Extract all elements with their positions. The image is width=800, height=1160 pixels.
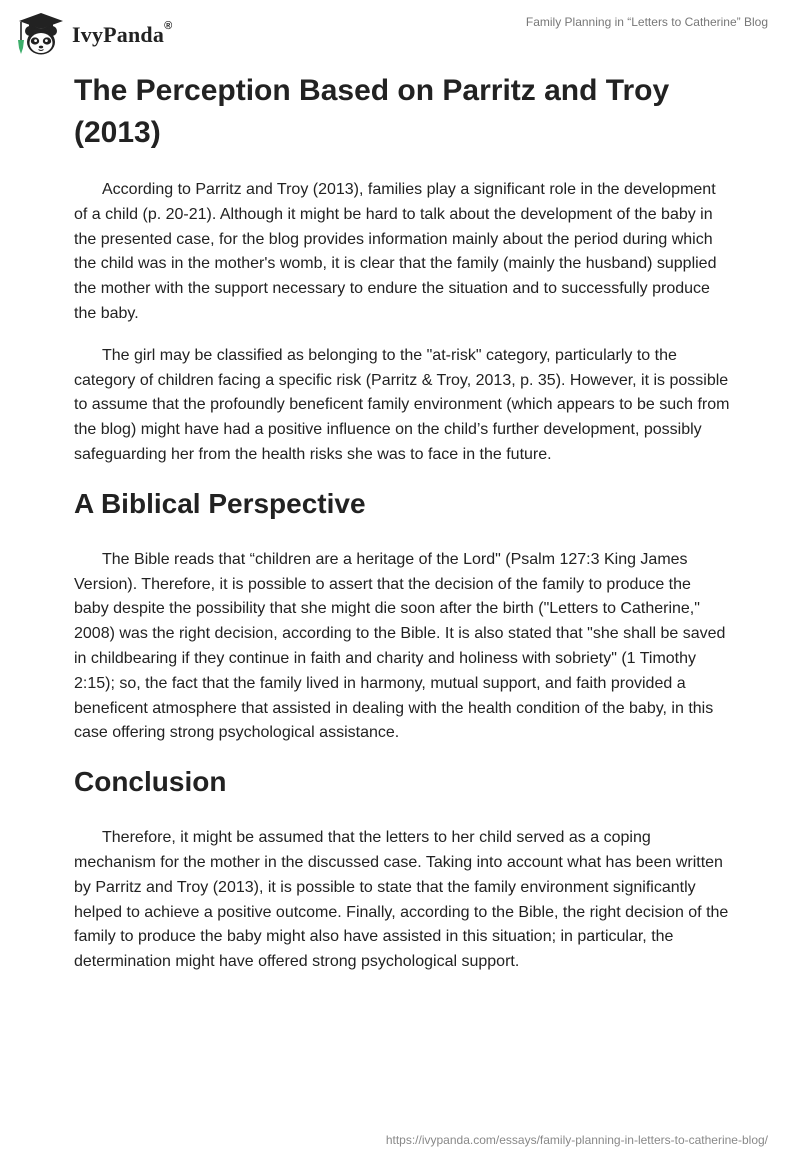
paragraph-conclusion-1: Therefore, it might be assumed that the letters to her child served as a coping mechanism for the mother in the discussed case. Taking into account what has been written by Parritz and Troy (2013), it is possible to state that the family environment significantly helped to achieve a positive outcome. Finally, according to the Bible, the right decision of the family to produce the baby might also have assisted in this situation; in particular, the determination might have offered strong psychological support. bbox=[74, 829, 729, 971]
source-url[interactable]: https://ivypanda.com/essays/family-planning-in-letters-to-catherine-blog/ bbox=[385, 1133, 768, 1147]
panda-graduate-icon bbox=[16, 10, 66, 58]
page-header bbox=[0, 0, 800, 64]
essay-content bbox=[74, 70, 730, 975]
paragraph-biblical-1: The Bible reads that “children are a heritage of the Lord" (Psalm 127:3 King James Version). Therefore, it is possible to assert that the decision of the family to produce the baby despite the possibility that she might die soon after the birth ("Letters to Catherine," 2008) was the right decision, according to the Bible. It is also stated that "she shall be saved in childbearing if they continue in faith and charity and holiness with sobriety" (1 Timothy 2:15); so, the fact that the family lived in harmony, mutual support, and faith provided a beneficent atmosphere that assisted in dealing with the health condition of the baby, in this case offering strong psychological assistance. bbox=[74, 550, 726, 742]
registered-mark: ® bbox=[164, 20, 173, 32]
section-heading-biblical: A Biblical Perspective bbox=[74, 487, 366, 519]
document-title: Family Planning in “Letters to Catherine” Blog bbox=[525, 15, 768, 29]
section-heading-perception: The Perception Based on Parritz and Troy (2013) bbox=[74, 74, 670, 149]
section-heading-conclusion: Conclusion bbox=[74, 766, 227, 798]
paragraph-perception-2: The girl may be classified as belonging to the "at-risk" category, particularly to the category of children facing a specific risk (Parritz & Troy, 2013, p. 35). However, it is possible to assume that the profoundly beneficent family environment (which appears to be such from the blog) might have had a positive influence on the child’s further development, possibly safeguarding her from the health risks she was to face in the future. bbox=[74, 346, 730, 463]
paragraph-perception-1: According to Parritz and Troy (2013), families play a significant role in the development of a child (p. 20-21). Although it might be hard to talk about the development of the baby in the presented case, for the blog provides information mainly about the period during which the child was in the mother's womb, it is clear that the family (mainly the husband) supplied the mother with the support necessary to endure the situation and to successfully produce the baby. bbox=[74, 181, 717, 322]
ivypanda-logo[interactable] bbox=[16, 10, 172, 58]
logo-wordmark: IvyPanda® bbox=[72, 20, 173, 47]
